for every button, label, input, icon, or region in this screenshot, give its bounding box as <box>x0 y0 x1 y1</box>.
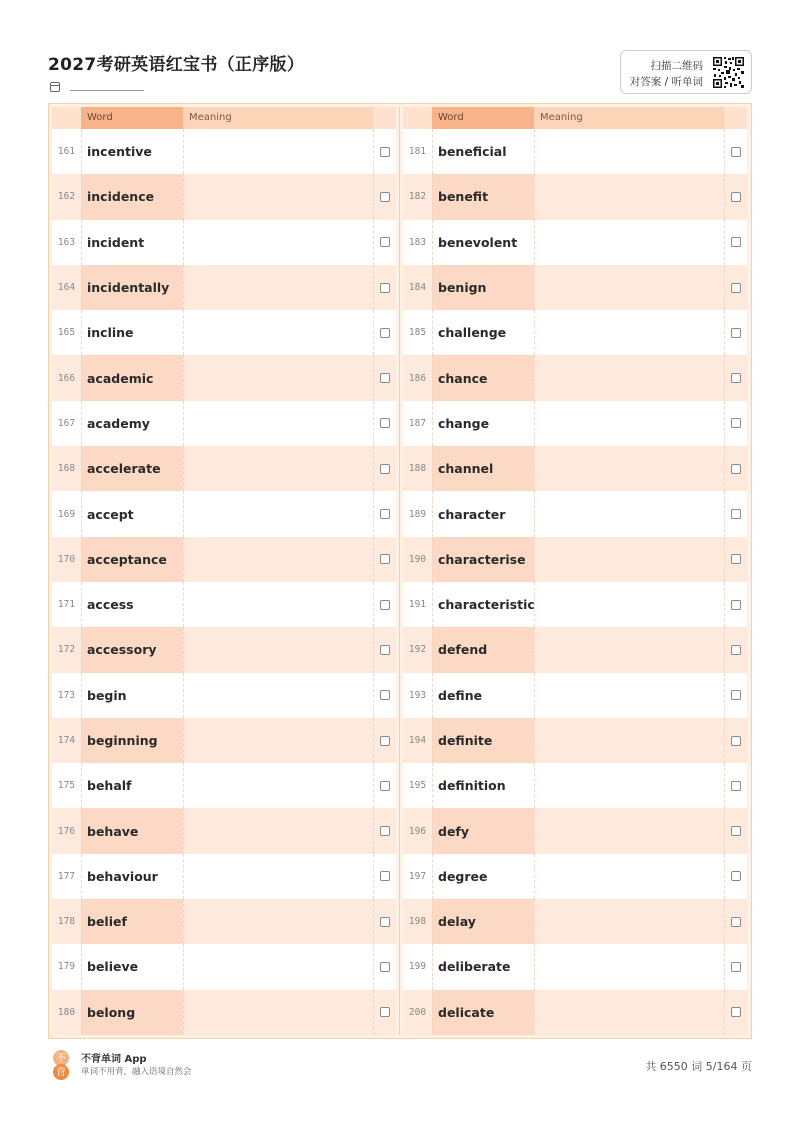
table-row <box>403 899 747 944</box>
check-cell <box>724 990 747 1035</box>
logo-char-bottom: 背 <box>56 1067 66 1079</box>
checkbox[interactable] <box>731 418 741 428</box>
check-cell <box>724 582 747 627</box>
table-row <box>403 401 747 446</box>
header-word: Word <box>81 107 183 129</box>
meaning-cell[interactable] <box>534 673 724 718</box>
check-cell <box>373 310 396 355</box>
meaning-cell[interactable] <box>534 355 724 400</box>
meaning-cell[interactable] <box>183 537 373 582</box>
check-cell <box>373 899 396 944</box>
checkbox[interactable] <box>380 283 390 293</box>
table-row <box>403 763 747 808</box>
vocab-word: accelerate <box>81 446 183 491</box>
checkbox[interactable] <box>731 373 741 383</box>
table-row <box>52 763 396 808</box>
checkbox[interactable] <box>380 962 390 972</box>
table-row <box>403 944 747 989</box>
checkbox[interactable] <box>380 917 390 927</box>
table-row <box>403 627 747 672</box>
row-number: 189 <box>408 508 427 520</box>
check-cell <box>373 582 396 627</box>
table-row <box>403 265 747 310</box>
check-cell <box>724 265 747 310</box>
table-row <box>403 673 747 718</box>
checkbox[interactable] <box>731 826 741 836</box>
meaning-cell[interactable] <box>183 265 373 310</box>
row-number: 164 <box>57 282 76 294</box>
meaning-cell[interactable] <box>183 491 373 536</box>
checkbox[interactable] <box>731 1007 741 1017</box>
page-header <box>48 48 752 98</box>
table-header <box>52 107 396 129</box>
meaning-cell[interactable] <box>534 537 724 582</box>
check-cell <box>724 537 747 582</box>
header-num-cell <box>52 107 81 129</box>
table-row <box>52 582 396 627</box>
check-cell <box>373 763 396 808</box>
table-row <box>403 129 747 174</box>
check-cell <box>373 220 396 265</box>
row-number: 184 <box>408 282 427 294</box>
table-row <box>52 129 396 174</box>
meaning-cell[interactable] <box>534 627 724 672</box>
row-number: 168 <box>57 463 76 475</box>
table-row <box>403 990 747 1035</box>
checkbox[interactable] <box>731 328 741 338</box>
checkbox[interactable] <box>380 373 390 383</box>
vocab-word: incline <box>81 310 183 355</box>
row-number: 172 <box>57 644 76 656</box>
vocab-word: change <box>432 401 534 446</box>
checkbox[interactable] <box>731 690 741 700</box>
table-row <box>52 491 396 536</box>
checkbox[interactable] <box>380 600 390 610</box>
check-cell <box>724 491 747 536</box>
meaning-cell[interactable] <box>534 763 724 808</box>
meaning-cell[interactable] <box>183 944 373 989</box>
checkbox[interactable] <box>380 736 390 746</box>
header-check-cell <box>373 107 396 129</box>
vocab-word: deliberate <box>432 944 534 989</box>
meaning-cell[interactable] <box>183 899 373 944</box>
row-number: 192 <box>408 644 427 656</box>
row-number: 161 <box>57 146 76 158</box>
qr-code-icon[interactable] <box>712 56 745 89</box>
qr-caption <box>630 58 703 90</box>
meaning-cell[interactable] <box>534 491 724 536</box>
vocab-word: benevolent <box>432 220 534 265</box>
vocab-word: benefit <box>432 174 534 219</box>
table-row <box>52 174 396 219</box>
vocab-word: characterise <box>432 537 534 582</box>
check-cell <box>724 673 747 718</box>
calendar-icon <box>50 82 60 92</box>
table-row <box>52 355 396 400</box>
qr-caption-line2: 对答案 / 听单词 <box>629 76 703 88</box>
meaning-cell[interactable] <box>183 310 373 355</box>
check-cell <box>724 174 747 219</box>
check-cell <box>724 446 747 491</box>
table-row <box>52 899 396 944</box>
row-number: 200 <box>408 1006 427 1018</box>
vocab-word: belief <box>81 899 183 944</box>
row-number: 198 <box>408 916 427 928</box>
table-row <box>403 220 747 265</box>
check-cell <box>724 129 747 174</box>
logo-char-top: 不 <box>56 1053 66 1065</box>
header-word: Word <box>432 107 534 129</box>
vocab-word: academy <box>81 401 183 446</box>
checkbox[interactable] <box>380 418 390 428</box>
meaning-cell[interactable] <box>534 718 724 763</box>
qr-caption-line1: 扫描二维码 <box>650 60 703 72</box>
table-row <box>403 718 747 763</box>
row-number: 187 <box>408 417 427 429</box>
vocab-word: delicate <box>432 990 534 1035</box>
checkbox[interactable] <box>380 237 390 247</box>
header-meaning: Meaning <box>534 107 724 129</box>
row-number: 162 <box>57 191 76 203</box>
check-cell <box>373 265 396 310</box>
checkbox[interactable] <box>731 509 741 519</box>
table-row <box>52 854 396 899</box>
checkbox[interactable] <box>380 192 390 202</box>
vocab-panel-left <box>52 107 396 1035</box>
table-row <box>52 808 396 853</box>
check-cell <box>724 808 747 853</box>
check-cell <box>724 355 747 400</box>
check-cell <box>373 174 396 219</box>
table-row <box>52 401 396 446</box>
table-row <box>52 990 396 1035</box>
table-row <box>403 537 747 582</box>
table-row <box>52 310 396 355</box>
checkbox[interactable] <box>731 554 741 564</box>
vocab-word: chance <box>432 355 534 400</box>
meaning-cell[interactable] <box>534 944 724 989</box>
checkbox[interactable] <box>731 917 741 927</box>
meaning-cell[interactable] <box>534 899 724 944</box>
row-number: 178 <box>57 916 76 928</box>
check-cell <box>373 718 396 763</box>
row-number: 196 <box>408 825 427 837</box>
meaning-cell[interactable] <box>534 174 724 219</box>
row-number: 163 <box>57 236 76 248</box>
header-num-cell <box>403 107 432 129</box>
meaning-cell[interactable] <box>534 310 724 355</box>
checkbox[interactable] <box>380 509 390 519</box>
meaning-cell[interactable] <box>183 808 373 853</box>
table-row <box>403 355 747 400</box>
vocab-panel-right <box>403 107 747 1035</box>
meaning-cell[interactable] <box>534 990 724 1035</box>
header-meaning: Meaning <box>183 107 373 129</box>
check-cell <box>724 401 747 446</box>
checkbox[interactable] <box>380 826 390 836</box>
vocab-word: begin <box>81 673 183 718</box>
check-cell <box>373 355 396 400</box>
vocab-word: incidentally <box>81 265 183 310</box>
row-number: 199 <box>408 961 427 973</box>
checkbox[interactable] <box>731 283 741 293</box>
check-cell <box>373 673 396 718</box>
page-info: 共 6550 词 5/164 页 <box>645 1060 752 1073</box>
qr-card[interactable] <box>620 50 752 94</box>
meaning-cell[interactable] <box>183 401 373 446</box>
table-row <box>403 582 747 627</box>
row-number: 188 <box>408 463 427 475</box>
meaning-cell[interactable] <box>183 673 373 718</box>
meaning-cell[interactable] <box>534 265 724 310</box>
column-divider <box>399 107 400 1035</box>
row-number: 193 <box>408 689 427 701</box>
table-row <box>403 491 747 536</box>
meaning-cell[interactable] <box>183 220 373 265</box>
vocab-word: accessory <box>81 627 183 672</box>
check-cell <box>373 491 396 536</box>
vocab-word: define <box>432 673 534 718</box>
check-cell <box>373 990 396 1035</box>
row-number: 181 <box>408 146 427 158</box>
row-number: 171 <box>57 599 76 611</box>
table-header <box>403 107 747 129</box>
row-number: 186 <box>408 372 427 384</box>
checkbox[interactable] <box>380 871 390 881</box>
check-cell <box>724 220 747 265</box>
checkbox[interactable] <box>731 781 741 791</box>
checkbox[interactable] <box>731 464 741 474</box>
row-number: 167 <box>57 417 76 429</box>
page-title: 2027考研英语红宝书（正序版） <box>48 55 305 75</box>
row-number: 197 <box>408 870 427 882</box>
table-row <box>52 537 396 582</box>
app-name: 不背单词 App <box>81 1054 147 1065</box>
meaning-cell[interactable] <box>183 627 373 672</box>
check-cell <box>373 944 396 989</box>
vocab-word: believe <box>81 944 183 989</box>
vocab-word: belong <box>81 990 183 1035</box>
vocab-word: definite <box>432 718 534 763</box>
table-row <box>403 854 747 899</box>
meaning-cell[interactable] <box>534 854 724 899</box>
vocab-word: beginning <box>81 718 183 763</box>
checkbox[interactable] <box>380 328 390 338</box>
meaning-cell[interactable] <box>183 718 373 763</box>
vocab-word: characteristic <box>432 582 534 627</box>
check-cell <box>373 129 396 174</box>
row-number: 183 <box>408 236 427 248</box>
checkbox[interactable] <box>380 147 390 157</box>
vocab-word: challenge <box>432 310 534 355</box>
vocab-word: beneficial <box>432 129 534 174</box>
vocab-table-frame <box>48 103 752 1039</box>
row-number: 166 <box>57 372 76 384</box>
table-row <box>403 310 747 355</box>
check-cell <box>373 401 396 446</box>
table-row <box>403 446 747 491</box>
vocab-word: character <box>432 491 534 536</box>
checkbox[interactable] <box>380 690 390 700</box>
row-number: 182 <box>408 191 427 203</box>
vocab-word: incidence <box>81 174 183 219</box>
row-number: 170 <box>57 553 76 565</box>
check-cell <box>724 627 747 672</box>
table-row <box>403 174 747 219</box>
check-cell <box>724 763 747 808</box>
app-logo-icon <box>51 1050 71 1080</box>
date-field[interactable] <box>70 83 144 91</box>
checkbox[interactable] <box>380 781 390 791</box>
checkbox[interactable] <box>731 147 741 157</box>
page-footer <box>48 1048 752 1082</box>
table-row <box>52 220 396 265</box>
checkbox[interactable] <box>731 192 741 202</box>
row-number: 191 <box>408 599 427 611</box>
vocab-word: behaviour <box>81 854 183 899</box>
checkbox[interactable] <box>731 962 741 972</box>
row-number: 173 <box>57 689 76 701</box>
vocab-rows-right <box>403 129 747 1035</box>
vocab-word: behalf <box>81 763 183 808</box>
checkbox[interactable] <box>380 645 390 655</box>
table-row <box>403 808 747 853</box>
vocab-word: degree <box>432 854 534 899</box>
meaning-cell[interactable] <box>534 220 724 265</box>
meaning-cell[interactable] <box>183 446 373 491</box>
checkbox[interactable] <box>731 600 741 610</box>
row-number: 165 <box>57 327 76 339</box>
row-number: 179 <box>57 961 76 973</box>
vocab-rows-left <box>52 129 396 1035</box>
checkbox[interactable] <box>380 1007 390 1017</box>
row-number: 177 <box>57 870 76 882</box>
row-number: 180 <box>57 1006 76 1018</box>
meaning-cell[interactable] <box>183 854 373 899</box>
row-number: 175 <box>57 780 76 792</box>
meaning-cell[interactable] <box>534 808 724 853</box>
check-cell <box>724 310 747 355</box>
check-cell <box>373 446 396 491</box>
vocab-word: behave <box>81 808 183 853</box>
vocab-word: acceptance <box>81 537 183 582</box>
meaning-cell[interactable] <box>183 129 373 174</box>
row-number: 169 <box>57 508 76 520</box>
vocab-word: incident <box>81 220 183 265</box>
checkbox[interactable] <box>380 554 390 564</box>
table-row <box>52 627 396 672</box>
check-cell <box>724 944 747 989</box>
table-row <box>52 446 396 491</box>
vocab-word: academic <box>81 355 183 400</box>
vocab-word: benign <box>432 265 534 310</box>
check-cell <box>373 627 396 672</box>
meaning-cell[interactable] <box>534 446 724 491</box>
row-number: 194 <box>408 735 427 746</box>
row-number: 195 <box>408 780 427 792</box>
vocab-word: delay <box>432 899 534 944</box>
meaning-cell[interactable] <box>534 129 724 174</box>
check-cell <box>724 899 747 944</box>
row-number: 174 <box>57 735 76 746</box>
checkbox[interactable] <box>731 736 741 746</box>
checkbox[interactable] <box>731 645 741 655</box>
meaning-cell[interactable] <box>183 174 373 219</box>
meaning-cell[interactable] <box>534 582 724 627</box>
vocab-word: accept <box>81 491 183 536</box>
meaning-cell[interactable] <box>183 990 373 1035</box>
check-cell <box>724 854 747 899</box>
meaning-cell[interactable] <box>183 582 373 627</box>
vocab-word: definition <box>432 763 534 808</box>
vocab-word: access <box>81 582 183 627</box>
table-row <box>52 673 396 718</box>
table-row <box>52 265 396 310</box>
header-check-cell <box>724 107 747 129</box>
vocab-word: defend <box>432 627 534 672</box>
check-cell <box>373 854 396 899</box>
app-slogan: 单词不用背，融入语境自然会 <box>81 1067 192 1077</box>
vocab-word: defy <box>432 808 534 853</box>
meaning-cell[interactable] <box>183 355 373 400</box>
checkbox[interactable] <box>731 871 741 881</box>
vocab-word: channel <box>432 446 534 491</box>
table-row <box>52 944 396 989</box>
check-cell <box>373 537 396 582</box>
checkbox[interactable] <box>731 237 741 247</box>
row-number: 185 <box>408 327 427 339</box>
row-number: 190 <box>408 553 427 565</box>
vocab-word: incentive <box>81 129 183 174</box>
meaning-cell[interactable] <box>183 763 373 808</box>
check-cell <box>724 718 747 763</box>
check-cell <box>373 808 396 853</box>
table-row <box>52 718 396 763</box>
date-row <box>50 82 144 92</box>
meaning-cell[interactable] <box>534 401 724 446</box>
row-number: 176 <box>57 825 76 837</box>
checkbox[interactable] <box>380 464 390 474</box>
